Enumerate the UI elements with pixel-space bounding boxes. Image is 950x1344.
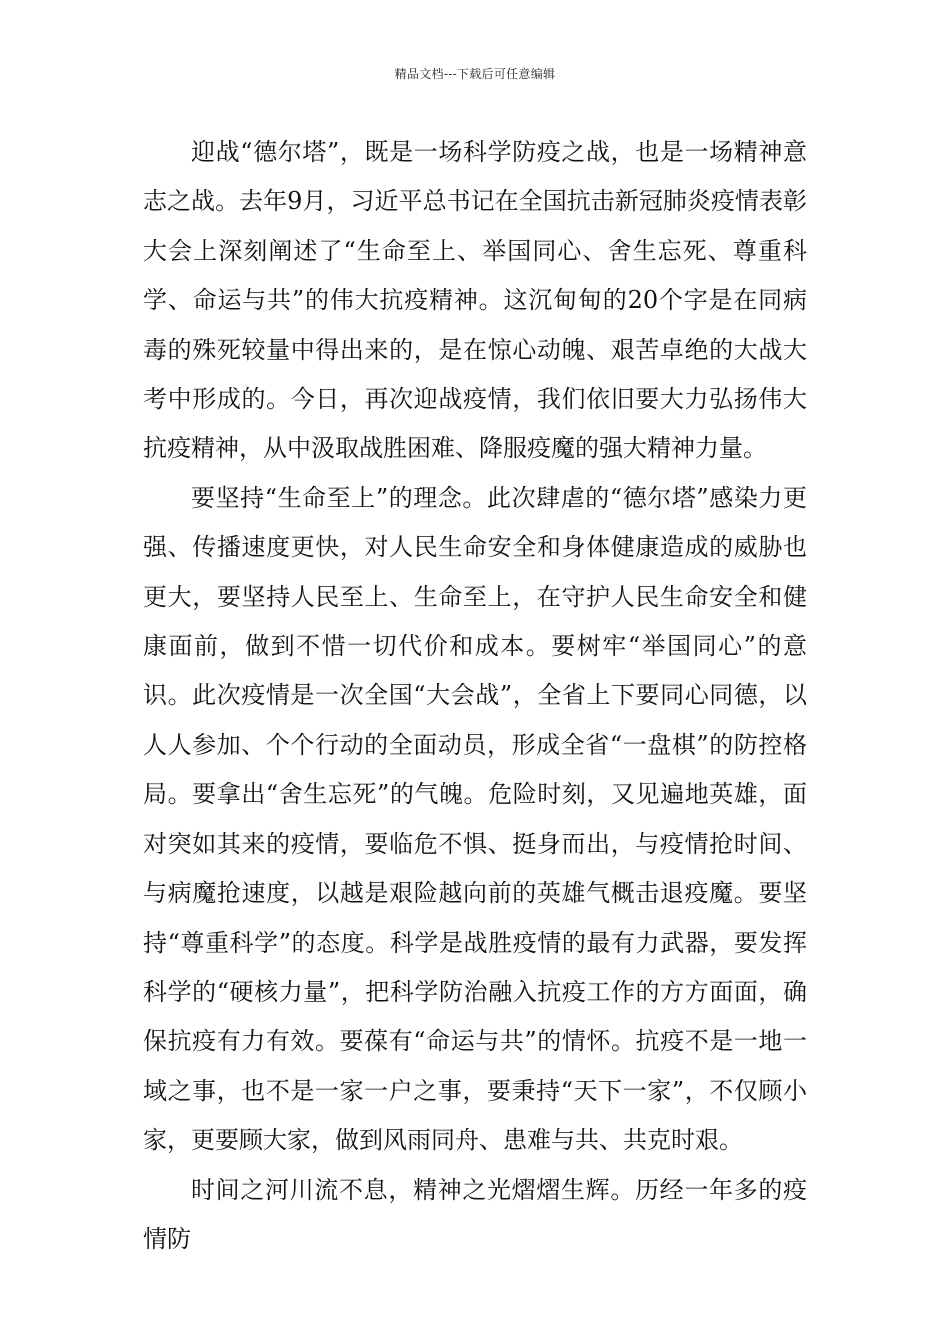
page-header: 精品文档---下载后可任意编辑	[394, 67, 556, 81]
paragraph-3: 时间之河川流不息，精神之光熠熠生辉。历经一年多的疫情防	[143, 1175, 807, 1253]
paragraph-1: 迎战“德尔塔”，既是一场科学防疫之战，也是一场精神意志之战。去年9月，习近平总书记在全国抗击新冠肺炎疫情表彰大会上深刻阐述了“生命至上、举国同心、舍生忘死、尊重科学、命运与共”的伟大抗疫精神。这沉甸甸的20个字是在同病毒的殊死较量中得出来的，是在惊心动魄、艰苦卓绝的大战大考中形成的。今日，再次迎战疫情，我们依旧要大力弘扬伟大抗疫精神，从中汲取战胜困难、降服疫魔的强大精神力量。	[143, 138, 807, 463]
document-body	[143, 128, 807, 1264]
paragraph-2: 要坚持“生命至上”的理念。此次肆虐的“德尔塔”感染力更强、传播速度更快，对人民生命安全和身体健康造成的威胁也更大，要坚持人民至上、生命至上，在守护人民生命安全和健康面前，做到不惜一切代价和成本。要树牢“举国同心”的意识。此次疫情是一次全国“大会战”，全省上下要同心同德，以人人参加、个个行动的全面动员，形成全省“一盘棋”的防控格局。要拿出“舍生忘死”的气魄。危险时刻，又见遍地英雄，面对突如其来的疫情，要临危不惧、挺身而出，与疫情抢时间、与病魔抢速度，以越是艰险越向前的英雄气概击退疫魔。要坚持“尊重科学”的态度。科学是战胜疫情的最有力武器，要发挥科学的“硬核力量”，把科学防治融入抗疫工作的方方面面，确保抗疫有力有效。要葆有“命运与共”的情怀。抗疫不是一地一域之事，也不是一家一户之事，要秉持“天下一家”，不仅顾小家，更要顾大家，做到风雨同舟、患难与共、共克时艰。	[143, 483, 807, 1155]
